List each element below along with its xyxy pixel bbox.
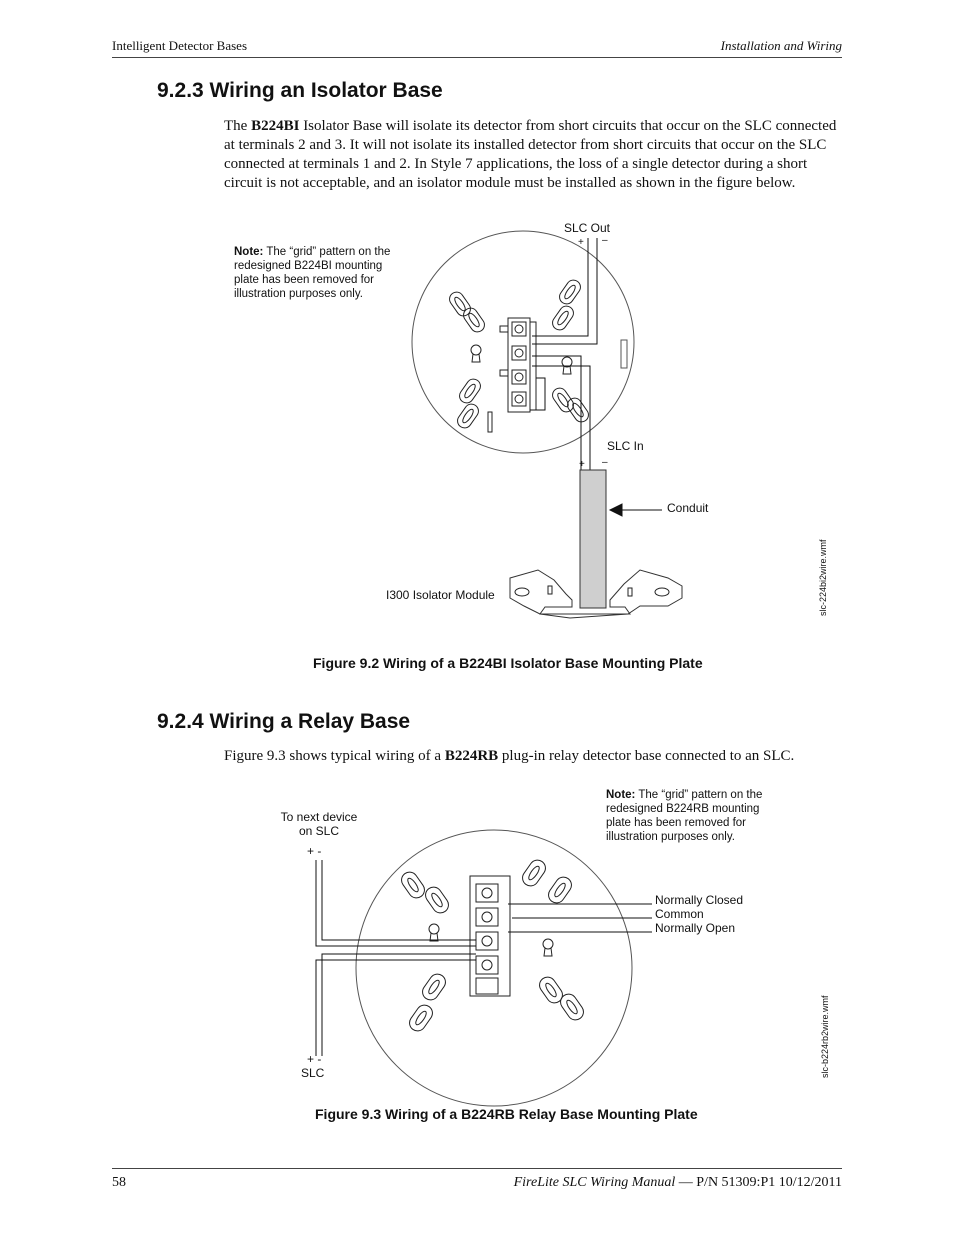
normally-open-label: Normally Open <box>655 921 736 935</box>
slc-out-plus: + <box>578 237 584 248</box>
common-label: Common <box>655 907 704 921</box>
relay-note: Note: The “grid” pattern on the redesigned B224RB mounting plate has been removed for illustration purposes only. <box>606 789 763 843</box>
page-number: 58 <box>112 1175 126 1190</box>
footer-manual: FireLite SLC Wiring Manual — P/N 51309:P1 10/12/2011 <box>513 1175 842 1190</box>
normally-closed-label: Normally Closed <box>655 893 744 907</box>
slc-in-plus: + <box>579 459 585 470</box>
isolator-file-name: slc-224bi2wire.wmf <box>818 539 828 616</box>
isolator-note: Note: The “grid” pattern on the redesigned B224BI mounting plate has been removed for illustration purposes only. <box>234 246 391 300</box>
running-header-right: Installation and Wiring <box>720 38 842 53</box>
slc-out-label: SLC Out <box>564 221 611 235</box>
conduit-label: Conduit <box>667 501 709 515</box>
running-header-left: Intelligent Detector Bases <box>112 38 248 53</box>
slc-label: SLC <box>301 1066 325 1080</box>
top-polarity-label: + - <box>307 844 322 858</box>
footer-rule <box>112 1168 842 1169</box>
slc-in-label: SLC In <box>607 439 644 453</box>
slc-out-minus: – <box>602 235 608 246</box>
figure-caption-9-3: Figure 9.3 Wiring of a B224RB Relay Base Mounting Plate <box>315 1106 698 1122</box>
figure-caption-9-2: Figure 9.2 Wiring of a B224BI Isolator Base Mounting Plate <box>313 655 703 671</box>
relay-file-name: slc-b224rb2wire.wmf <box>820 995 830 1078</box>
isolator-paragraph: The B224BI Isolator Base will isolate its detector from short circuits that occur on the SLC connected at terminals 2 and 3. It will not isolate its installed detector from short circuits that occur on the SLC connected at terminals 1 and 2. In Style 7 applications, the loss of a single detector during a short circuit is not acceptable, and an isolator module must be installed as shown in the figure below. <box>224 118 837 191</box>
bottom-polarity-label: + - <box>307 1052 322 1066</box>
section-title-relay: 9.2.4 Wiring a Relay Base <box>157 710 411 733</box>
section-title-isolator: 9.2.3 Wiring an Isolator Base <box>157 79 443 102</box>
relay-paragraph: Figure 9.3 shows typical wiring of a B224RB plug-in relay detector base connected to an SLC. <box>224 748 795 764</box>
slc-in-minus: – <box>602 457 608 468</box>
next-device-label: To next device on SLC <box>280 810 358 838</box>
isolator-module-label: I300 Isolator Module <box>386 588 495 602</box>
